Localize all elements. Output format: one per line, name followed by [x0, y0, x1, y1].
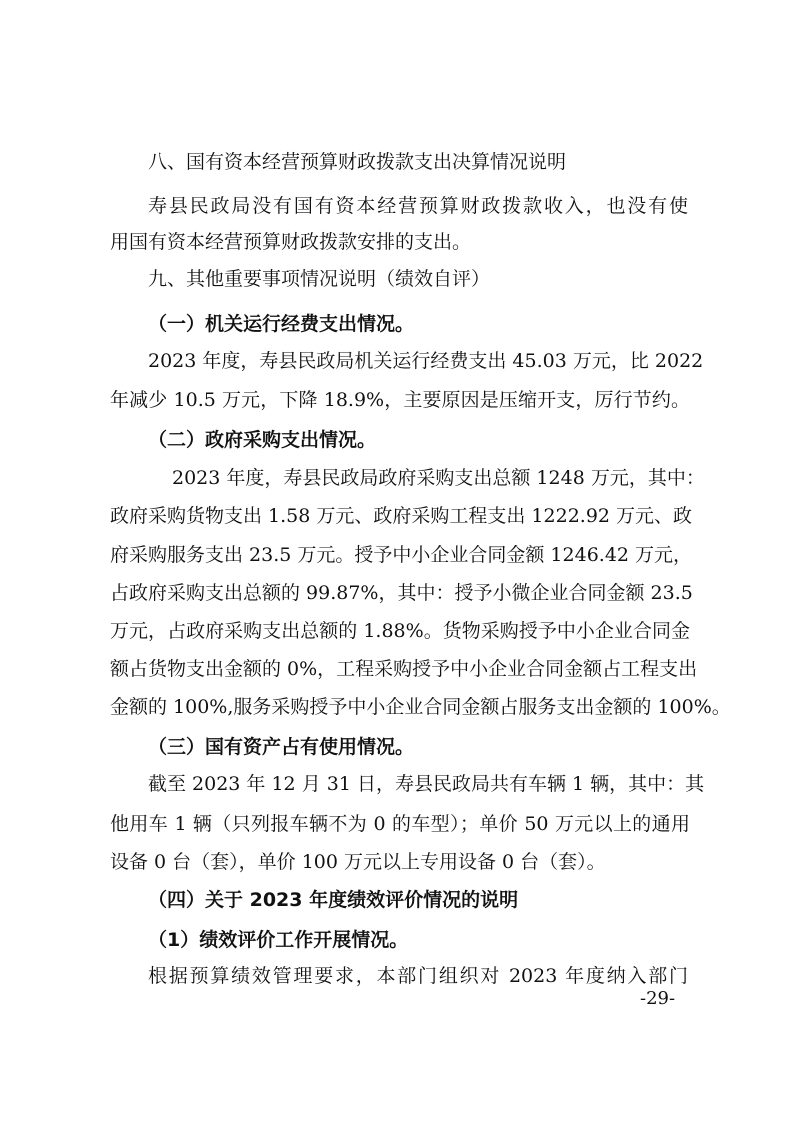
subsection-2-para-line-4: 占政府采购支出总额的 99.87%，其中：授予小微企业合同金额 23.5	[110, 582, 693, 604]
subsection-4-item-1-para-line-1: 根据预算绩效管理要求，本部门组织对 2023 年度纳入部门	[148, 965, 688, 987]
section-8-heading: 八、国有资本经营预算财政拨款支出决算情况说明	[148, 151, 567, 173]
subsection-1-para-line-1: 2023 年度，寿县民政局机关运行经费支出 45.03 万元，比 2022	[148, 350, 704, 372]
subsection-3-para-line-3: 设备 0 台（套），单价 100 万元以上专用设备 0 台（套）。	[110, 851, 606, 873]
subsection-2-para-line-3: 府采购服务支出 23.5 万元。授予中小企业合同金额 1246.42 万元，	[110, 544, 693, 566]
section-9-heading: 九、其他重要事项情况说明（绩效自评）	[148, 268, 491, 290]
subsection-4-heading: （四）关于 2023 年度绩效评价情况的说明	[148, 889, 519, 911]
subsection-3-para-line-1: 截至 2023 年 12 月 31 日，寿县民政局共有车辆 1 辆，其中：其	[148, 773, 705, 795]
subsection-2-para-line-7: 金额的 100%,服务采购授予中小企业合同金额占服务支出金额的 100%。	[110, 696, 731, 718]
section-8-para-line-1: 寿县民政局没有国有资本经营预算财政拨款收入，也没有使	[148, 195, 688, 217]
subsection-4-item-1-heading: （1）绩效评价工作开展情况。	[148, 929, 409, 951]
subsection-2-heading: （二）政府采购支出情况。	[148, 429, 377, 451]
subsection-2-para-line-1: 2023 年度，寿县民政局政府采购支出总额 1248 万元，其中：	[172, 467, 705, 489]
section-8-para-line-2: 用国有资本经营预算财政拨款安排的支出。	[110, 231, 472, 253]
subsection-2-para-line-6: 额占货物支出金额的 0%，工程采购授予中小企业合同金额占工程支出	[110, 658, 698, 680]
page-number: -29-	[640, 988, 676, 1009]
subsection-3-para-line-2: 他用车 1 辆（只列报车辆不为 0 的车型）；单价 50 万元以上的通用	[110, 813, 690, 835]
subsection-2-para-line-5: 万元，占政府采购支出总额的 1.88%。货物采购授予中小企业合同金	[110, 620, 690, 642]
subsection-1-para-line-2: 年减少 10.5 万元，下降 18.9%，主要原因是压缩开支，厉行节约。	[110, 389, 690, 411]
subsection-3-heading: （三）国有资产占有使用情况。	[148, 736, 415, 758]
subsection-1-heading: （一）机关运行经费支出情况。	[148, 313, 415, 335]
subsection-2-para-line-2: 政府采购货物支出 1.58 万元、政府采购工程支出 1222.92 万元、政	[110, 505, 693, 527]
